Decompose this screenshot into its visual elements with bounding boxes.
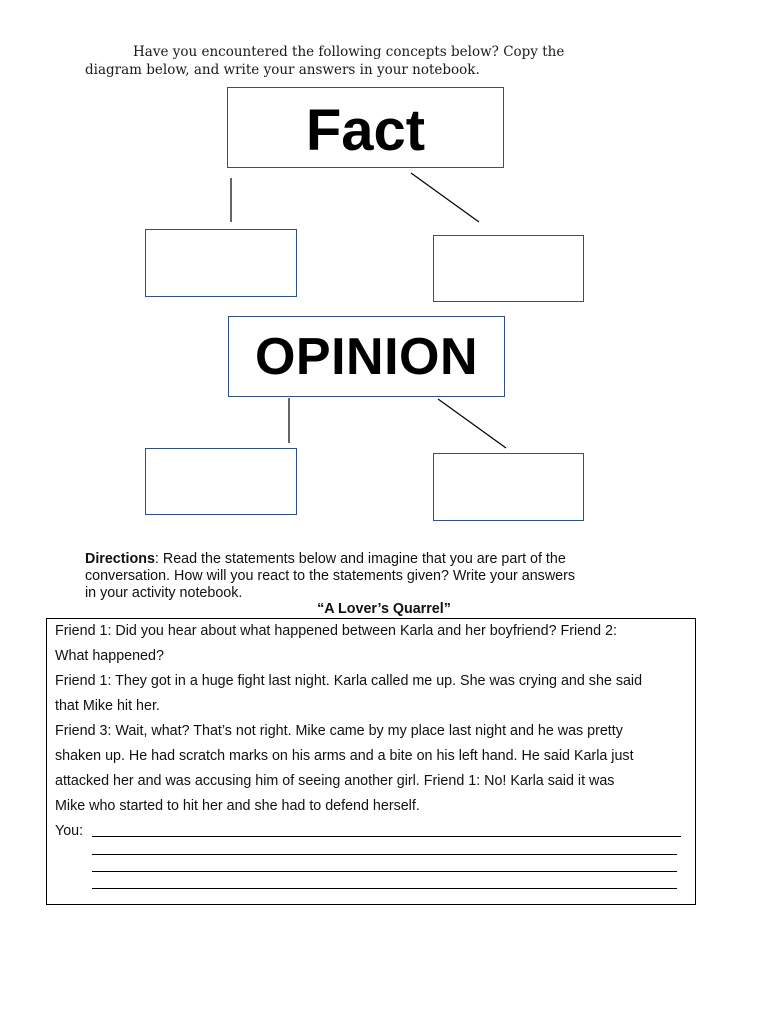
fact-box [227,87,504,168]
fact-connector-right [411,173,479,222]
fact-label: Fact [305,98,426,163]
dialogue-line: What happened? [55,648,164,664]
intro-line-1: Have you encountered the following concepts below? Copy the [133,44,565,60]
dialogue-line: Mike who started to hit her and she had to defend herself. [55,798,420,814]
directions-line-2: conversation. How will you react to the statements given? Write your answers [85,568,576,584]
opinion-answer-box-right[interactable] [433,453,584,521]
opinion-answer-box-left[interactable] [145,448,297,515]
dialogue-line: attacked her and was accusing him of seeing another girl. Friend 1: No! Karla said it was [55,773,615,789]
directions-label: Directions [85,551,155,567]
opinion-label: OPINION [254,327,479,386]
dialogue-line: that Mike hit her. [55,698,160,714]
opinion-box [228,316,505,397]
directions-line-1 [85,551,566,568]
fact-answer-box-right[interactable] [433,235,584,302]
dialogue-line: Friend 3: Wait, what? That’s not right. Mike came by my place last night and he was pretty [55,723,623,739]
answer-line-3[interactable] [92,871,677,872]
answer-line-4[interactable] [92,888,677,889]
opinion-connector-right [438,399,506,448]
dialogue-line: Friend 1: Did you hear about what happened between Karla and her boyfriend? Friend 2: [55,623,617,639]
directions-text-1: : Read the statements below and imagine that you are part of the [154,551,566,567]
you-label: You: [55,823,84,839]
dialogue-line: Friend 1: They got in a huge fight last night. Karla called me up. She was crying and she said [55,673,643,689]
directions-line-3: in your activity notebook. [85,585,243,601]
story-title: “A Lover’s Quarrel” [317,601,451,617]
fact-answer-box-left[interactable] [145,229,297,297]
answer-line-2[interactable] [92,854,677,855]
intro-line-2: diagram below, and write your answers in your notebook. [85,62,480,78]
answer-line-1[interactable] [92,836,681,837]
dialogue-line: shaken up. He had scratch marks on his arms and a bite on his left hand. He said Karla just [55,748,634,764]
